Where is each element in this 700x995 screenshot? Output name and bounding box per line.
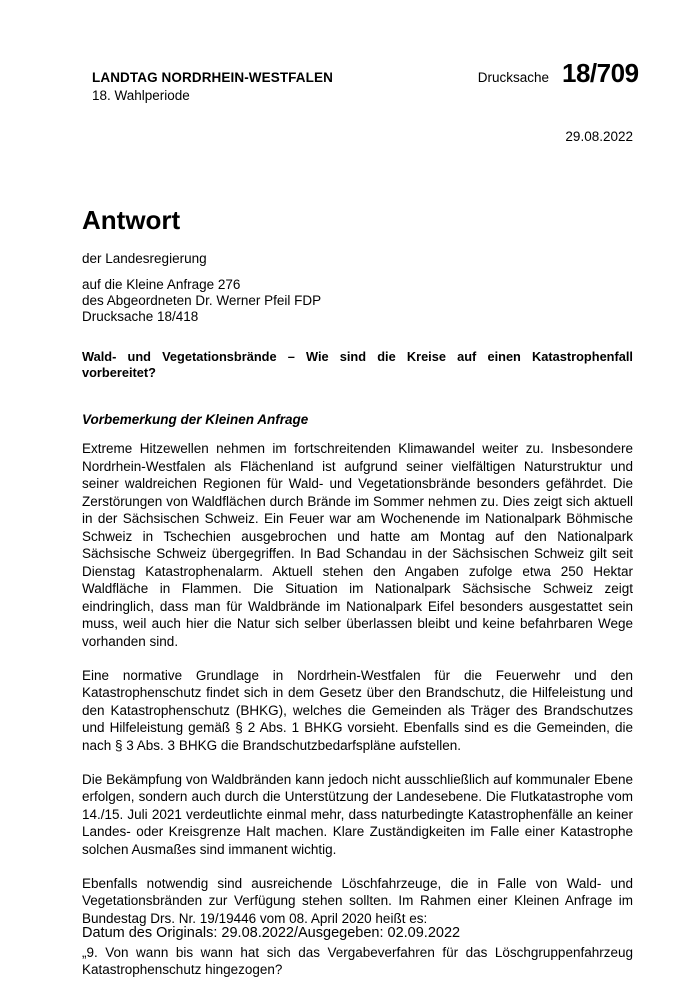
meta-line-1: der Landesregierung [82,251,207,266]
legislative-period: 18. Wahlperiode [92,88,190,103]
paragraph: Ebenfalls notwendig sind ausreichende Löschfahrzeuge, die in Falle von Wald- und Vegetationsbränden zur Verfügung stehen sollten. Im Rahmen einer Kleinen Anfrage im Bundestag Drs. Nr. 19/19446 vom 08. April 2020 heißt es: [82,875,633,926]
paragraph: Eine normative Grundlage in Nordrhein-Westfalen für die Feuerwehr und den Katastrophenschutz findet sich in dem Gesetz über den Brandschutz, die Hilfeleistung und den Katastrophenschutz (BHKG), welches die Gemeinden als Träger des Brandschutzes und Hilfeleistung gemäß § 2 Abs. 1 BHKG vorsieht. Ebenfalls sind es die Gemeinden, die nach § 3 Abs. 3 BHKG die Brandschutzbedarfspläne aufstellen. [82,667,633,753]
paragraph: Extreme Hitzewellen nehmen im fortschreitenden Klimawandel weiter zu. Insbesondere Nordrhein-Westfalen als Flächenland ist aufgrund seiner vielfältigen Naturstruktur und seiner waldreichen Regionen für Wald- und Vegetationsbrände besonders gefährdet. Die Zerstörungen von Waldflächen durch Brände im Sommer nehmen zu. Dies zeigt sich aktuell in der Sächsischen Schweiz. Ein Feuer war am Wochenende im Nationalpark Böhmische Schweiz in Tschechien ausgebrochen und hatte am Montag auf den Nationalpark Sächsische Schweiz übergegriffen. In Bad Schandau in der Sächsischen Schweiz gilt seit Dienstag Katastrophenalarm. Aktuell stehen den Angaben zufolge etwa 250 Hektar Waldfläche in Flammen. Die Situation im Nationalpark Sächsische Schweiz zeigt eindringlich, dass man für Waldbrände im Nationalpark Eifel besonders ausgestattet sein muss, weil auch hier die Natur sich selber überlassen bleibt und keine befahrbaren Wege vorhanden sind. [82,441,633,649]
footer-dates: Datum des Originals: 29.08.2022/Ausgegeben: 02.09.2022 [82,925,461,941]
question-title: Wald- und Vegetationsbrände – Wie sind die Kreise auf einen Katastrophenfall vorbereitet? [82,349,633,380]
body-text [82,440,633,995]
document-date: 29.08.2022 [565,129,633,144]
parliament-name: LANDTAG NORDRHEIN-WESTFALEN [92,70,333,85]
section-heading: Vorbemerkung der Kleinen Anfrage [82,412,309,427]
document-title: Antwort [82,205,181,235]
drucksache-label: Drucksache [477,70,549,85]
meta-line-3: des Abgeordneten Dr. Werner Pfeil FDP [82,293,322,308]
drucksache-number: 18/709 [562,58,639,88]
meta-line-2: auf die Kleine Anfrage 276 [82,277,241,292]
meta-line-4: Drucksache 18/418 [82,309,199,324]
paragraph: „9. Von wann bis wann hat sich das Vergabeverfahren für das Löschgruppenfahrzeug Katastrophenschutz hingezogen? [82,944,633,977]
paragraph: Die Bekämpfung von Waldbränden kann jedoch nicht ausschließlich auf kommunaler Ebene erfolgen, sondern auch durch die Unterstützung der Landesebene. Die Flutkatastrophe vom 14./15. Juli 2021 verdeutlichte einmal mehr, dass naturbedingte Katastrophenfälle an keiner Landes- oder Kreisgrenze Halt machen. Klare Zuständigkeiten im Falle einer Katastrophe solchen Ausmaßes sind immanent wichtig. [82,771,633,857]
